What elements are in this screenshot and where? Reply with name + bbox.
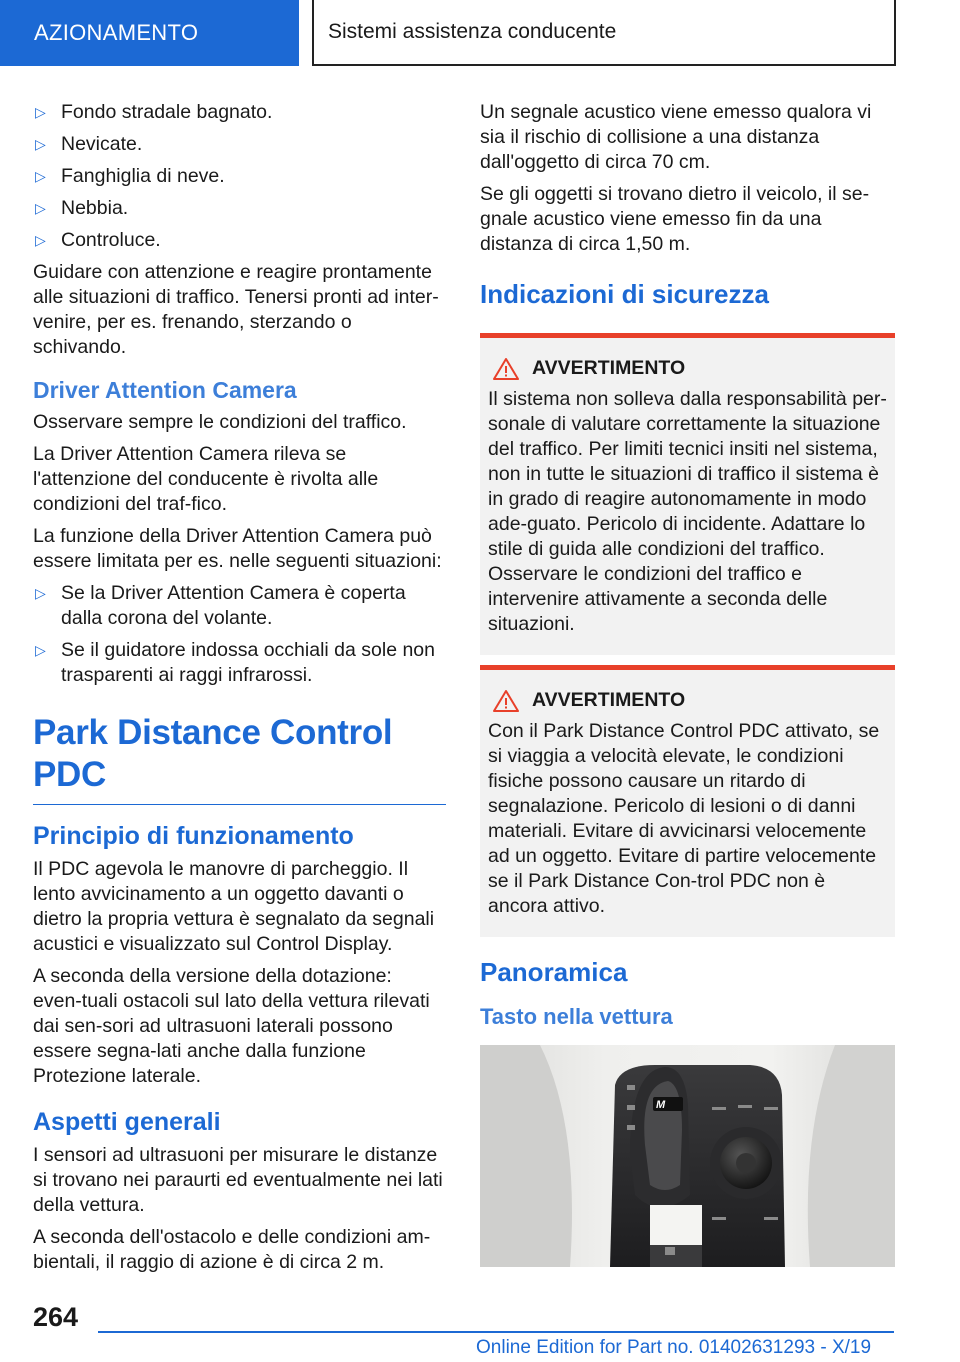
section-heading-safety: Indicazioni di sicurezza	[480, 279, 769, 309]
section-heading-general: Aspetti generali	[33, 1108, 221, 1136]
triangle-bullet-icon: ▷	[35, 136, 46, 152]
center-console-illustration	[480, 1045, 895, 1267]
paragraph: A seconda dell'ostacolo e delle condizioni am-bientali, il raggio di azione è di circa 2 m.	[33, 1226, 431, 1273]
list-item: ▷ Nevicate.	[35, 133, 143, 155]
paragraph: Osservare sempre le condizioni del traffico.	[33, 411, 407, 433]
triangle-bullet-icon: ▷	[35, 642, 46, 658]
list-item: ▷ Se il guidatore indossa occhiali da sole non trasparenti ai raggi infrarossi.	[35, 639, 435, 686]
section-tab: AZIONAMENTO	[0, 0, 299, 66]
warning-title: AVVERTIMENTO	[488, 356, 887, 381]
left-column	[33, 100, 446, 1282]
section-heading-overview: Panoramica	[480, 957, 628, 987]
triangle-bullet-icon: ▷	[35, 200, 46, 216]
warning-text: Con il Park Distance Control PDC attivato, se si viaggia a velocità elevate, le condizioni fisiche possono causare un ritardo di segnalazione. Pericolo di lesioni o di danni materiali. Evitare di avvicinarsi velocemente ad un oggetto. Evitare di partire velocemente se il Park Distance Con-trol PDC non è ancora attivo.	[488, 720, 880, 917]
warning-text: Il sistema non solleva dalla responsabilità per-sonale di valutare correttamente la situazione del traffico. Per limiti tecnici insiti nel sistema, non in tutte le situazioni di traffico il sistema è in grado di reagire autonomamente in modo ade-guato. Pericolo di incidente. Adattare lo stile di guida alle condizioni del traffico. Osservare le condizioni del traffico e intervenire attivamente a seconda delle situazioni.	[488, 388, 887, 635]
warning-box	[480, 333, 895, 655]
paragraph: La funzione della Driver Attention Camera può essere limitata per es. nelle seguenti situazioni:	[33, 525, 442, 572]
list-item: ▷ Fondo stradale bagnato.	[35, 101, 273, 123]
paragraph: La Driver Attention Camera rileva se l'attenzione del conducente è rivolta alle condizioni del traf-fico.	[33, 443, 379, 515]
triangle-bullet-icon: ▷	[35, 168, 46, 184]
section-heading-dac: Driver Attention Camera	[33, 377, 297, 403]
paragraph: Un segnale acustico viene emesso qualora vi sia il rischio di collisione a una distanza dall'oggetto di circa 70 cm.	[480, 101, 872, 173]
edition-note: Online Edition for Part no. 01402631293 - X/19	[476, 1337, 872, 1358]
footer-divider	[98, 1331, 894, 1333]
paragraph: Il PDC agevola le manovre di parcheggio. Il lento avvicinamento a un oggetto davanti o dietro la propria vettura è segnalato da segnali acustici e visualizzato sul Control Display.	[33, 858, 435, 955]
svg-text:M: M	[656, 1099, 666, 1111]
list-item: ▷ Controluce.	[35, 229, 161, 251]
warning-triangle-icon	[492, 357, 520, 381]
list-item: ▷ Se la Driver Attention Camera è coperta dalla corona del volante.	[35, 582, 406, 629]
paragraph: Guidare con attenzione e reagire prontamente alle situazioni di traffico. Tenersi pronti ad inter-venire, per es. frenando, sterzando o schivando.	[33, 261, 439, 358]
warning-box	[480, 665, 895, 937]
paragraph: I sensori ad ultrasuoni per misurare le distanze si trovano nei paraurti ed eventualmente nei lati della vettura.	[33, 1144, 443, 1216]
list-item: ▷ Nebbia.	[35, 197, 129, 219]
triangle-bullet-icon: ▷	[35, 585, 46, 601]
triangle-bullet-icon: ▷	[35, 232, 46, 248]
center-console-photo	[480, 1045, 895, 1267]
warning-triangle-icon	[492, 689, 520, 713]
triangle-bullet-icon: ▷	[35, 104, 46, 120]
chapter-title: Sistemi assistenza conducente	[312, 0, 896, 66]
page-number: 264	[33, 1302, 79, 1332]
list-item: ▷ Fanghiglia di neve.	[35, 165, 225, 187]
warning-title: AVVERTIMENTO	[488, 688, 887, 713]
page-header	[0, 0, 960, 66]
subsection-heading-button: Tasto nella vettura	[480, 1004, 673, 1029]
paragraph: A seconda della versione della dotazione: even-tuali ostacoli sul lato della vettura rilevati dai sen-sori ad ultrasuoni laterali possono essere segna-lati anche dalla funzione Protezione laterale.	[33, 965, 430, 1087]
chapter-heading-pdc: Park Distance Control PDC	[33, 712, 446, 805]
right-column	[480, 100, 895, 1267]
section-heading-principle: Principio di funzionamento	[33, 822, 354, 850]
paragraph: Se gli oggetti si trovano dietro il veicolo, il se-gnale acustico viene emesso fin da una distanza di circa 1,50 m.	[480, 183, 870, 255]
